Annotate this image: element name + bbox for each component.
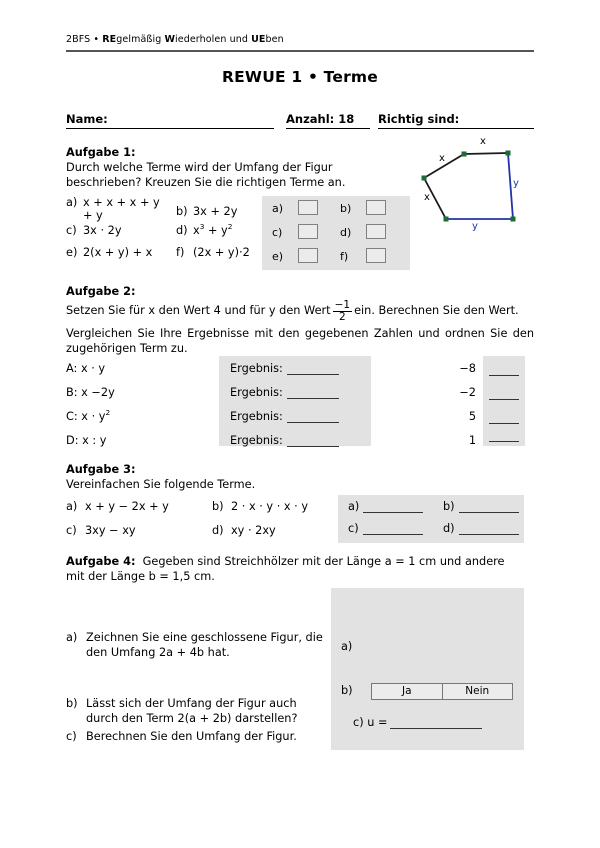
task4-intro-line1: Gegeben sind Streichhölzer mit der Länge a = 1 cm und andere — [142, 555, 505, 568]
task1-option-e — [66, 246, 152, 259]
task2-ergebnis-blank[interactable] — [287, 422, 339, 423]
task1-option-f-label: f) — [176, 246, 185, 259]
task1-option-e-label: e) — [66, 246, 78, 259]
course-code: 2BFS — [66, 34, 91, 45]
task1-checkbox-c[interactable] — [298, 224, 318, 239]
task4-question-c — [66, 729, 328, 744]
task4-question-b-label: b) — [66, 697, 78, 710]
task4-heading-block — [66, 554, 534, 584]
task1-heading: Aufgabe 1: — [66, 146, 136, 159]
task1-option-c — [66, 224, 122, 237]
task1-answer-label-f: f) — [340, 250, 349, 263]
task4-answer-c-row — [353, 716, 482, 729]
task1-option-c-label: c) — [66, 224, 77, 237]
task3-answer-d-label: d) — [443, 522, 455, 535]
task3-answer-a — [348, 500, 423, 513]
ja-option[interactable]: Ja — [372, 684, 443, 699]
task1-option-b-label: b) — [176, 205, 188, 218]
task3-term-a — [66, 500, 169, 513]
pentagon-vertex — [444, 217, 449, 222]
task4-answer-c-label: c) — [353, 716, 364, 729]
task3-answer-c — [348, 522, 423, 535]
task2-ergebnis-row — [230, 386, 339, 399]
header-acronym: REgelmäßig Wiederholen und UEben — [102, 34, 284, 45]
task2-value-blank[interactable] — [489, 422, 519, 424]
task3-term-d — [212, 524, 276, 537]
task2-value: −8 — [459, 362, 476, 375]
task3-term-a-label: a) — [66, 500, 78, 513]
figure-label-y-2: y — [472, 221, 478, 232]
ja-nein-table — [371, 683, 513, 700]
task1-prompt-line2: beschrieben? Kreuzen Sie die richtigen Terme an. — [66, 176, 346, 189]
fraction-numerator: −1 — [334, 299, 351, 311]
task3-answer-d-blank[interactable] — [459, 534, 519, 535]
task2-term-c-exponent: 2 — [105, 408, 111, 418]
task3-answer-box — [338, 495, 524, 543]
task3-prompt: Vereinfachen Sie folgende Terme. — [66, 478, 256, 491]
task3-term-b-label: b) — [212, 500, 224, 513]
task1-option-d-label: d) — [176, 224, 188, 237]
page-title: REWUE 1 • Terme — [221, 68, 378, 86]
name-field[interactable] — [66, 112, 274, 129]
task1-checkbox-e[interactable] — [298, 248, 318, 263]
fraction-denominator: 2 — [338, 311, 346, 323]
task2-ergebnis-label: Ergebnis: — [230, 410, 283, 423]
task1-checkbox-d[interactable] — [366, 224, 386, 239]
pentagon-figure — [412, 134, 542, 244]
task2-ergebnis-box — [219, 356, 371, 446]
task2-term-b-label: B: — [66, 386, 78, 399]
task3-term-d-label: d) — [212, 524, 224, 537]
task2-term-a-label: A: — [66, 362, 78, 375]
task3-answer-a-blank[interactable] — [363, 512, 423, 513]
name-row — [66, 109, 534, 129]
task2-term-c-expr: x · y — [81, 410, 106, 423]
task4-answer-a-label[interactable]: a) — [341, 640, 353, 653]
task1-answer-box — [262, 196, 410, 270]
task2-value: 5 — [468, 410, 476, 423]
task4-question-c-label: c) — [66, 730, 77, 743]
task4-question-a-text: Zeichnen Sie eine geschlossene Figur, die den Umfang 2a + 4b hat. — [86, 631, 323, 659]
figure-label-x-3: x — [424, 192, 430, 203]
pentagon-vertex — [422, 176, 427, 181]
task2-value: 1 — [468, 434, 476, 447]
task2-ergebnis-row — [230, 434, 339, 447]
task1-answer-label-a: a) — [272, 202, 284, 215]
name-label: Name: — [66, 112, 108, 126]
task1-prompt — [66, 160, 366, 190]
richtig-field[interactable] — [378, 112, 534, 129]
task1-option-c-term: 3x · 2y — [83, 224, 122, 237]
task2-instruction-line2: Vergleichen Sie Ihre Ergebnisse mit den gegebenen Zahlen und ordnen Sie den zugehörigen Term zu. — [66, 327, 534, 355]
task3-term-b-expr: 2 · x · y · x · y — [231, 500, 309, 513]
task3-term-a-expr: x + y − 2x + y — [85, 500, 169, 513]
task2-ergebnis-label: Ergebnis: — [230, 362, 283, 375]
task4-u-label: u = — [367, 716, 388, 729]
task3-term-c — [66, 524, 136, 537]
task1-option-a-label: a) — [66, 196, 78, 209]
task3-answer-b-blank[interactable] — [459, 512, 519, 513]
task3-term-c-label: c) — [66, 524, 77, 537]
task4-question-c-text: Berechnen Sie den Umfang der Figur. — [86, 730, 297, 743]
task3-answer-a-label: a) — [348, 500, 360, 513]
task1-option-b-term: 3x + 2y — [193, 205, 238, 218]
task1-answer-label-d: d) — [340, 226, 352, 239]
task4-heading: Aufgabe 4: — [66, 555, 136, 568]
task2-value-blank[interactable] — [489, 440, 519, 442]
task1-checkbox-f[interactable] — [366, 248, 386, 263]
task1-option-f — [176, 246, 250, 259]
header-bullet: • — [93, 34, 100, 45]
task4-question-b-text: Lässt sich der Umfang der Figur auch durch den Term 2(a + 2b) darstellen? — [86, 697, 298, 725]
nein-option[interactable]: Nein — [465, 685, 490, 697]
task3-term-d-expr: xy · 2xy — [231, 524, 276, 537]
task2-term-a-expr: x · y — [80, 362, 106, 375]
task2-value: −2 — [459, 386, 476, 399]
task1-option-a-term: x + x + x + y — [83, 196, 160, 209]
task2-term-d-expr: x : y — [82, 434, 107, 447]
task3-answer-d — [443, 522, 519, 535]
task3-heading: Aufgabe 3: — [66, 463, 136, 476]
task1-answer-label-b: b) — [340, 202, 352, 215]
task1-prompt-line1: Durch welche Terme wird der Umfang der Figur — [66, 161, 333, 174]
task1-checkbox-a[interactable] — [298, 200, 318, 215]
task1-option-d-term: $x^3 + y^2$ — [193, 222, 233, 237]
anzahl-field — [286, 112, 370, 129]
task2-term-c — [66, 410, 110, 423]
task2-ergebnis-blank[interactable] — [287, 398, 339, 399]
task1-option-d — [176, 224, 232, 237]
task1-option-a-term2: + y — [83, 209, 103, 222]
task2-instruction-pre: Setzen Sie für x den Wert 4 und für y den Wert — [66, 304, 331, 317]
task3-answer-b — [443, 500, 519, 513]
task2-term-d-label: D: — [66, 434, 79, 447]
task2-heading: Aufgabe 2: — [66, 285, 136, 298]
task1-option-a — [66, 196, 160, 222]
task3-answer-b-label: b) — [443, 500, 455, 513]
task4-answer-b-label: b) — [341, 684, 353, 697]
pentagon-side-x-top — [424, 153, 508, 178]
task2-value-blank[interactable] — [489, 374, 519, 376]
task2-term-d — [66, 434, 106, 447]
pentagon-vertex — [506, 151, 511, 156]
richtig-label: Richtig sind: — [378, 112, 460, 126]
task4-question-a — [66, 630, 328, 660]
pentagon-vertex — [511, 217, 516, 222]
task1-checkbox-b[interactable] — [366, 200, 386, 215]
task2-ergebnis-blank[interactable] — [287, 446, 339, 447]
task1-option-e-term: 2(x + y) + x — [83, 246, 153, 259]
fraction-minus-one-half — [333, 300, 352, 323]
figure-label-y-1: y — [513, 178, 519, 189]
task2-value-answer-box — [483, 356, 525, 446]
task3-answer-c-label: c) — [348, 522, 359, 535]
figure-label-x-1: x — [439, 153, 445, 164]
task1-option-b — [176, 205, 237, 218]
task2-ergebnis-row — [230, 362, 339, 375]
task2-ergebnis-blank[interactable] — [287, 374, 339, 375]
task3-term-c-expr: 3xy − xy — [85, 524, 136, 537]
task2-term-a — [66, 362, 105, 375]
task2-term-b — [66, 386, 115, 399]
task1-answer-label-e: e) — [272, 250, 284, 263]
task4-u-blank[interactable] — [390, 728, 482, 729]
task2-term-b-expr: x −2y — [81, 386, 115, 399]
task1-answer-label-c: c) — [272, 226, 283, 239]
task2-ergebnis-label: Ergebnis: — [230, 386, 283, 399]
task2-value-blank[interactable] — [489, 398, 519, 400]
task2-ergebnis-row — [230, 410, 339, 423]
task3-answer-c-blank[interactable] — [363, 534, 423, 535]
task1-option-f-term: (2x + y)·2 — [193, 246, 250, 259]
task4-answer-box — [331, 588, 524, 750]
task2-instruction-line1 — [66, 300, 536, 323]
task4-question-b — [66, 696, 328, 726]
task2-term-c-label: C: — [66, 410, 78, 423]
task4-intro-line2: mit der Länge b = 1,5 cm. — [66, 570, 215, 583]
task2-ergebnis-label: Ergebnis: — [230, 434, 283, 447]
header-divider — [66, 50, 534, 52]
task4-question-a-label: a) — [66, 631, 78, 644]
task2-instruction-post: ein. Berechnen Sie den Wert. — [354, 304, 519, 317]
pentagon-vertex — [462, 152, 467, 157]
document-header — [66, 34, 534, 45]
anzahl-label: Anzahl: 18 — [286, 112, 355, 126]
task3-term-b — [212, 500, 308, 513]
figure-label-x-2: x — [480, 136, 486, 147]
